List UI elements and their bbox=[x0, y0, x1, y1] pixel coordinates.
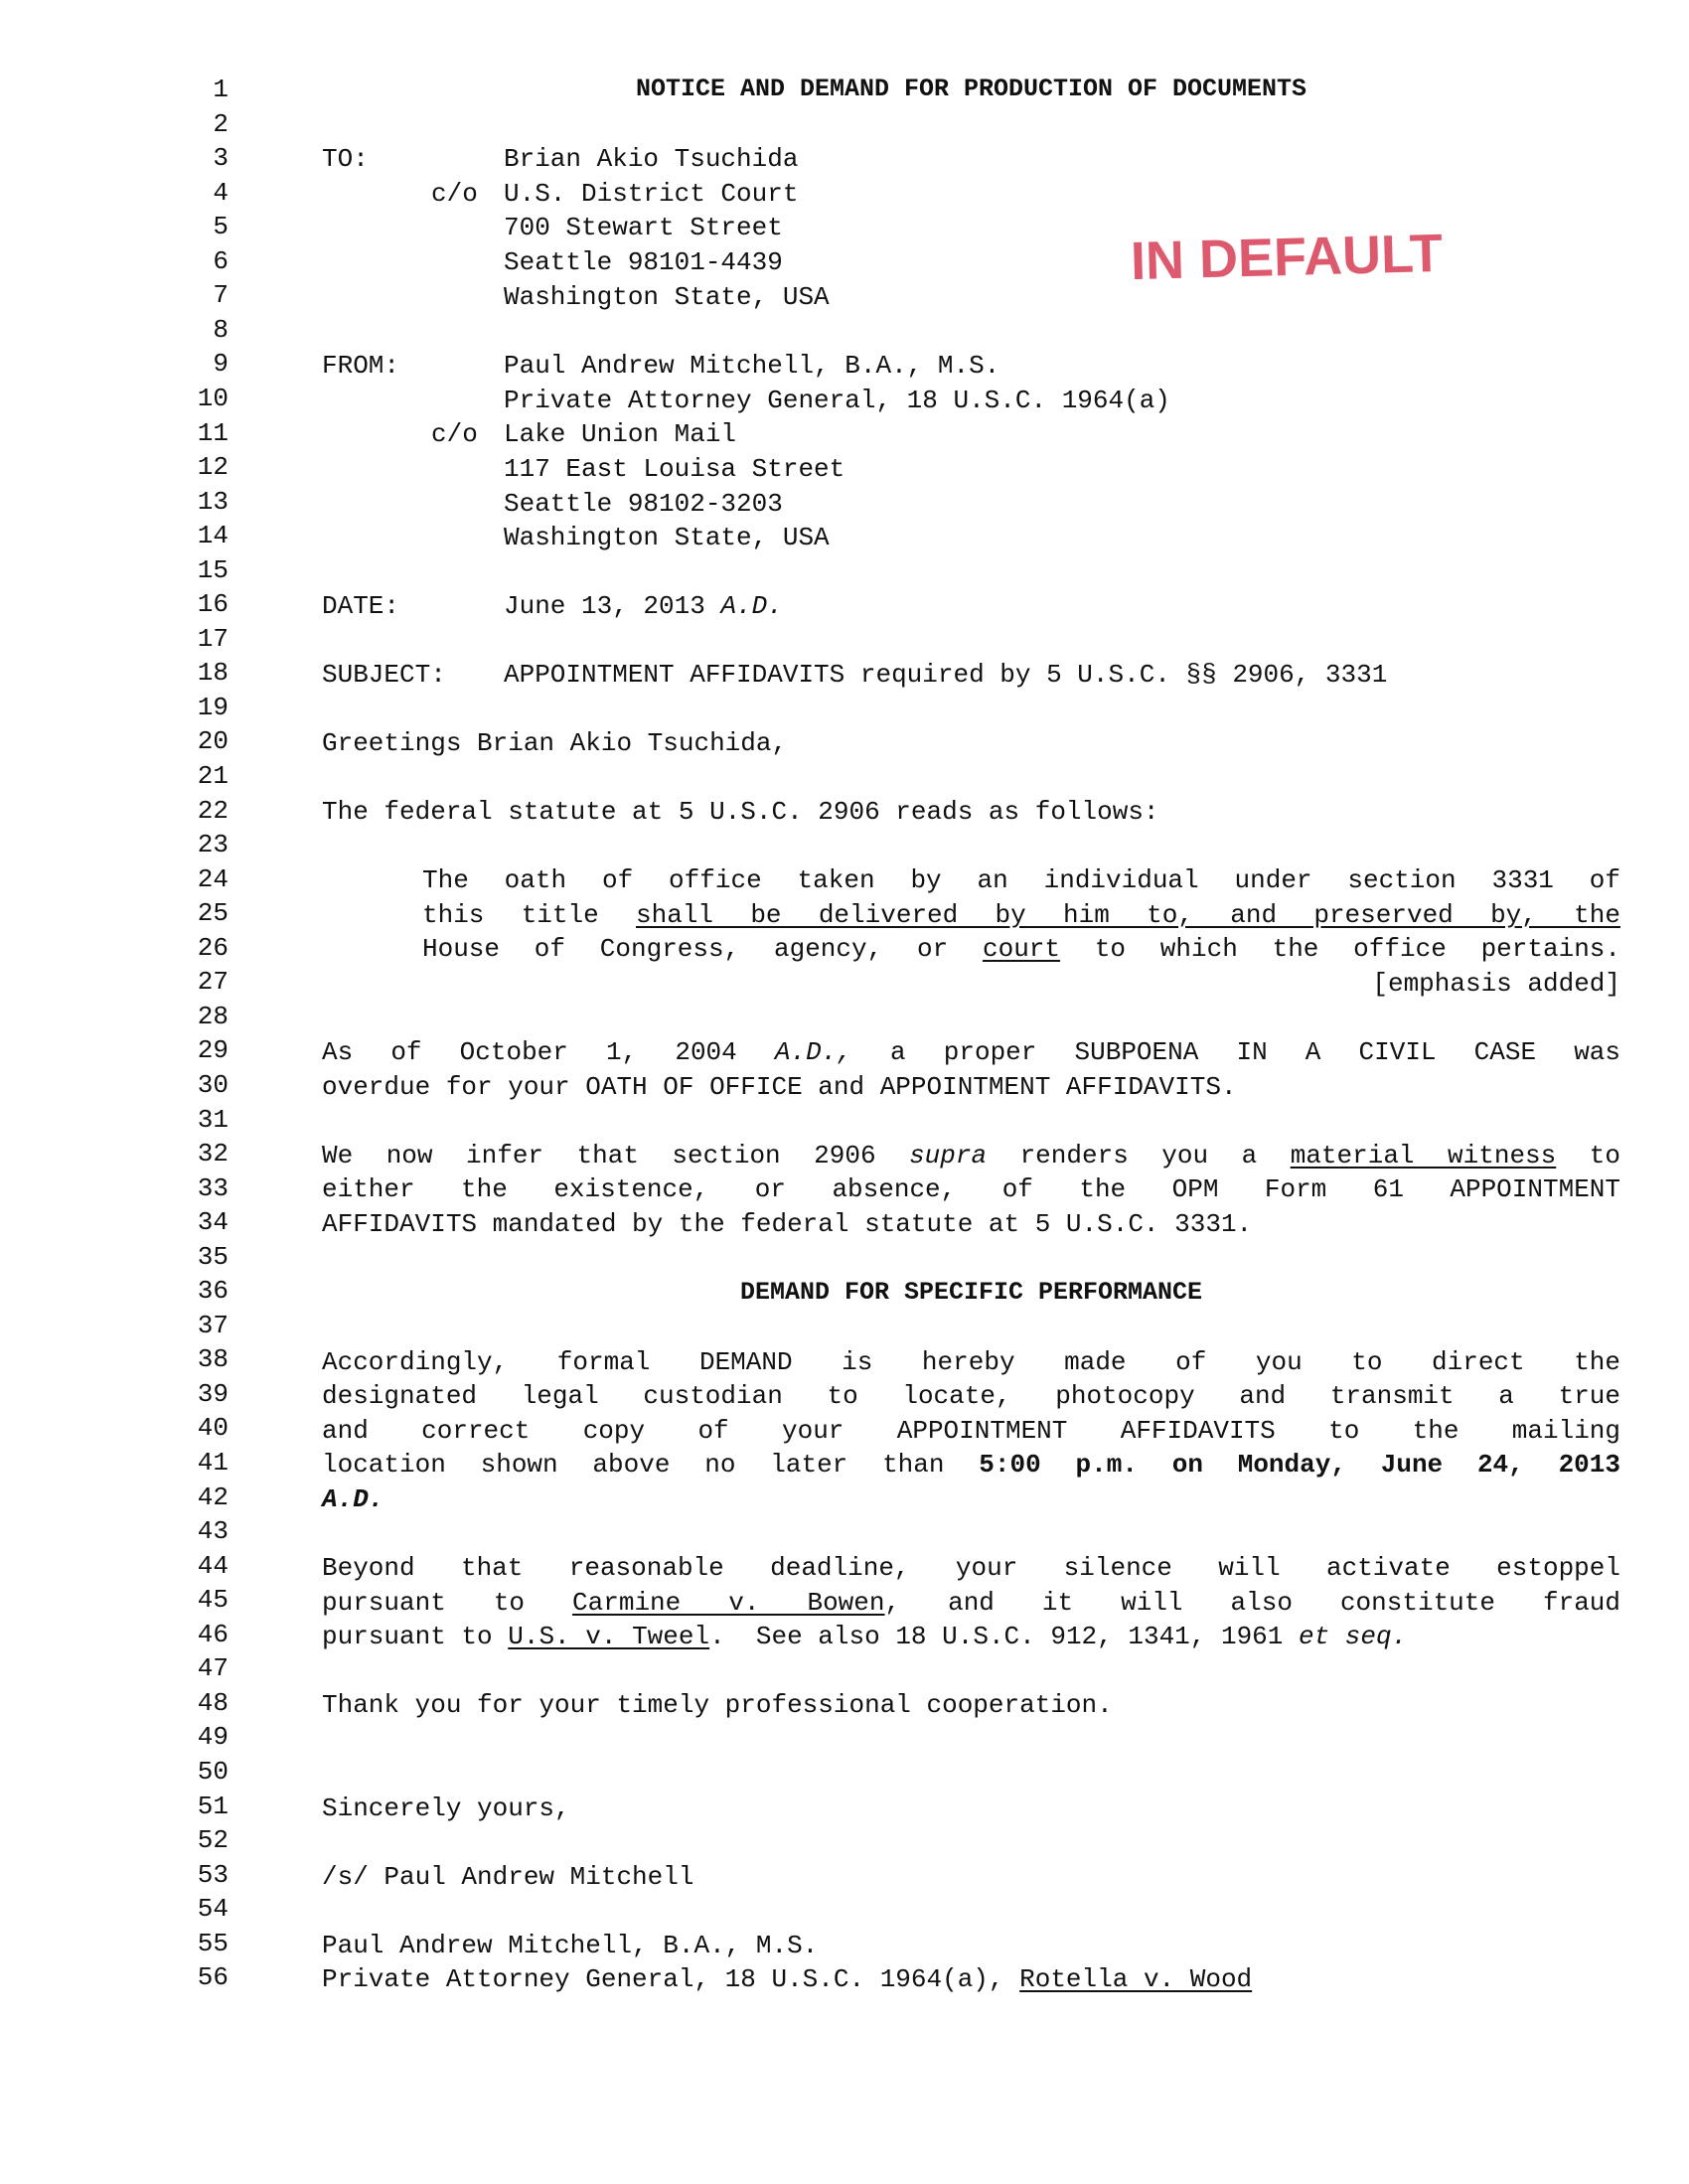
para1-line-1: As of October 1, 2004 A.D., a proper SUBPOENA IN A CIVIL CASE was bbox=[322, 1037, 1621, 1067]
line-number: 33 bbox=[197, 1172, 229, 1203]
line-number: 22 bbox=[197, 795, 229, 826]
from-title: Private Attorney General, 18 U.S.C. 1964(a) bbox=[504, 386, 1170, 415]
line-number: 48 bbox=[197, 1687, 229, 1718]
line-number: 12 bbox=[197, 452, 229, 483]
from-city: Seattle 98102-3203 bbox=[504, 489, 783, 519]
line-number: 50 bbox=[197, 1756, 229, 1787]
quote-line-3: House of Congress, agency, or court to which the office pertains. bbox=[422, 934, 1621, 964]
emphasis-note: [emphasis added] bbox=[1372, 969, 1620, 999]
line-number: 34 bbox=[197, 1207, 229, 1238]
line-number: 20 bbox=[197, 726, 229, 757]
para2-line-1: We now infer that section 2906 supra renders you a material witness to bbox=[322, 1141, 1620, 1170]
line-number: 35 bbox=[197, 1241, 229, 1272]
demand-line-1: Accordingly, formal DEMAND is hereby made of you to direct the bbox=[322, 1347, 1620, 1377]
line-number: 1 bbox=[213, 75, 229, 104]
from-co: c/o bbox=[431, 419, 478, 449]
line-number: 40 bbox=[197, 1413, 229, 1444]
date-era: A.D. bbox=[720, 591, 783, 621]
line-number: 4 bbox=[213, 177, 229, 208]
line-number: 41 bbox=[197, 1448, 229, 1478]
para2-line-3: AFFIDAVITS mandated by the federal statute at 5 U.S.C. 3331. bbox=[322, 1209, 1253, 1239]
line-number: 3 bbox=[213, 143, 229, 174]
line-number: 9 bbox=[213, 349, 229, 380]
line-number: 55 bbox=[197, 1928, 229, 1958]
from-state: Washington State, USA bbox=[504, 523, 830, 552]
line-number: 43 bbox=[197, 1516, 229, 1547]
line-number: 16 bbox=[197, 589, 229, 620]
quote-emphasis-2: court bbox=[983, 934, 1061, 964]
line-number: 45 bbox=[197, 1585, 229, 1616]
quote-emphasis-1: shall be delivered by him to, and preserved by, the bbox=[636, 900, 1620, 930]
line-number: 28 bbox=[197, 1001, 229, 1031]
subject-value: APPOINTMENT AFFIDAVITS required by 5 U.S.C. §§ 2906, 3331 bbox=[504, 660, 1388, 690]
demand-line-2: designated legal custodian to locate, photocopy and transmit a true bbox=[322, 1381, 1620, 1411]
line-number: 19 bbox=[197, 692, 229, 722]
line-number: 13 bbox=[197, 486, 229, 517]
date-label: DATE: bbox=[322, 591, 400, 621]
line-number: 32 bbox=[197, 1139, 229, 1170]
case-carmine: Carmine v. Bowen bbox=[572, 1588, 885, 1618]
line-number: 47 bbox=[197, 1653, 229, 1684]
line-number: 2 bbox=[213, 108, 229, 139]
line-number: 14 bbox=[197, 521, 229, 551]
from-org: Lake Union Mail bbox=[504, 419, 737, 449]
line-number: 54 bbox=[197, 1894, 229, 1925]
subject-label: SUBJECT: bbox=[322, 660, 446, 690]
line-number: 36 bbox=[197, 1276, 229, 1307]
to-name: Brian Akio Tsuchida bbox=[504, 144, 799, 174]
to-state: Washington State, USA bbox=[504, 282, 830, 312]
line-number: 39 bbox=[197, 1378, 229, 1409]
line-number: 29 bbox=[197, 1035, 229, 1066]
statute-intro: The federal statute at 5 U.S.C. 2906 reads as follows: bbox=[322, 797, 1159, 827]
line-number: 23 bbox=[197, 830, 229, 860]
line-number: 46 bbox=[197, 1619, 229, 1649]
quote-line-2: this title shall be delivered by him to, and preserved by, the bbox=[422, 900, 1620, 930]
to-label: TO: bbox=[322, 144, 369, 174]
greeting: Greetings Brian Akio Tsuchida, bbox=[322, 728, 788, 758]
line-number: 37 bbox=[197, 1310, 229, 1340]
section-heading: DEMAND FOR SPECIFIC PERFORMANCE bbox=[739, 1278, 1203, 1307]
line-number: 15 bbox=[197, 554, 229, 585]
closing: Sincerely yours, bbox=[322, 1794, 570, 1823]
line-number: 53 bbox=[197, 1859, 229, 1890]
line-number: 30 bbox=[197, 1069, 229, 1100]
material-witness: material witness bbox=[1290, 1141, 1557, 1170]
line-number: 42 bbox=[197, 1482, 229, 1512]
line-number: 7 bbox=[213, 280, 229, 311]
case-rotella: Rotella v. Wood bbox=[1019, 1964, 1253, 1994]
line-number: 49 bbox=[197, 1722, 229, 1753]
thanks: Thank you for your timely professional cooperation. bbox=[322, 1690, 1113, 1720]
demand-line-4: location shown above no later than 5:00 p.m. on Monday, June 24, 2013 bbox=[322, 1450, 1620, 1480]
line-number: 31 bbox=[197, 1104, 229, 1135]
demand-line-3: and correct copy of your APPOINTMENT AFFIDAVITS to the mailing bbox=[322, 1416, 1620, 1446]
estoppel-line-1: Beyond that reasonable deadline, your silence will activate estoppel bbox=[322, 1553, 1620, 1583]
para1-line-2: overdue for your OATH OF OFFICE and APPOINTMENT AFFIDAVITS. bbox=[322, 1072, 1237, 1102]
document-title: NOTICE AND DEMAND FOR PRODUCTION OF DOCUMENTS bbox=[635, 75, 1307, 103]
signer-name: Paul Andrew Mitchell, B.A., M.S. bbox=[322, 1931, 819, 1960]
estoppel-line-3: pursuant to U.S. v. Tweel. See also 18 U.S.C. 912, 1341, 1961 et seq. bbox=[322, 1622, 1408, 1651]
line-number: 17 bbox=[197, 623, 229, 654]
line-number: 38 bbox=[197, 1344, 229, 1375]
signature: /s/ Paul Andrew Mitchell bbox=[322, 1862, 694, 1892]
line-number: 27 bbox=[197, 967, 229, 998]
to-co: c/o bbox=[431, 179, 478, 209]
quote-line-1: The oath of office taken by an individual under section 3331 of bbox=[422, 865, 1620, 895]
line-number: 6 bbox=[213, 245, 229, 276]
para2-line-2: either the existence, or absence, of the OPM Form 61 APPOINTMENT bbox=[322, 1174, 1620, 1204]
date-value: June 13, 2013 bbox=[504, 591, 705, 621]
from-name: Paul Andrew Mitchell, B.A., M.S. bbox=[504, 351, 1000, 381]
signer-title: Private Attorney General, 18 U.S.C. 1964(a), Rotella v. Wood bbox=[322, 1964, 1253, 1994]
to-city: Seattle 98101-4439 bbox=[504, 247, 783, 277]
line-number: 51 bbox=[197, 1791, 229, 1821]
line-number: 21 bbox=[197, 761, 229, 791]
case-tweel: U.S. v. Tweel bbox=[508, 1622, 710, 1651]
line-number: 24 bbox=[197, 863, 229, 894]
line-number: 56 bbox=[197, 1962, 229, 1993]
line-number: 44 bbox=[197, 1550, 229, 1581]
demand-line-5: A.D. bbox=[322, 1484, 384, 1514]
line-number: 52 bbox=[197, 1825, 229, 1856]
line-number: 25 bbox=[197, 898, 229, 929]
estoppel-line-2: pursuant to Carmine v. Bowen, and it will also constitute fraud bbox=[322, 1588, 1620, 1618]
line-number: 8 bbox=[213, 314, 229, 345]
line-number: 11 bbox=[197, 417, 229, 448]
from-street: 117 East Louisa Street bbox=[504, 454, 845, 484]
line-number: 10 bbox=[197, 383, 229, 413]
deadline: 5:00 p.m. on Monday, June 24, 2013 bbox=[979, 1450, 1620, 1480]
line-number: 18 bbox=[197, 658, 229, 689]
to-street: 700 Stewart Street bbox=[504, 213, 783, 242]
line-number: 26 bbox=[197, 932, 229, 963]
from-label: FROM: bbox=[322, 351, 400, 381]
line-number: 5 bbox=[213, 212, 229, 242]
to-org: U.S. District Court bbox=[504, 179, 799, 209]
in-default-stamp: IN DEFAULT bbox=[1130, 223, 1444, 292]
